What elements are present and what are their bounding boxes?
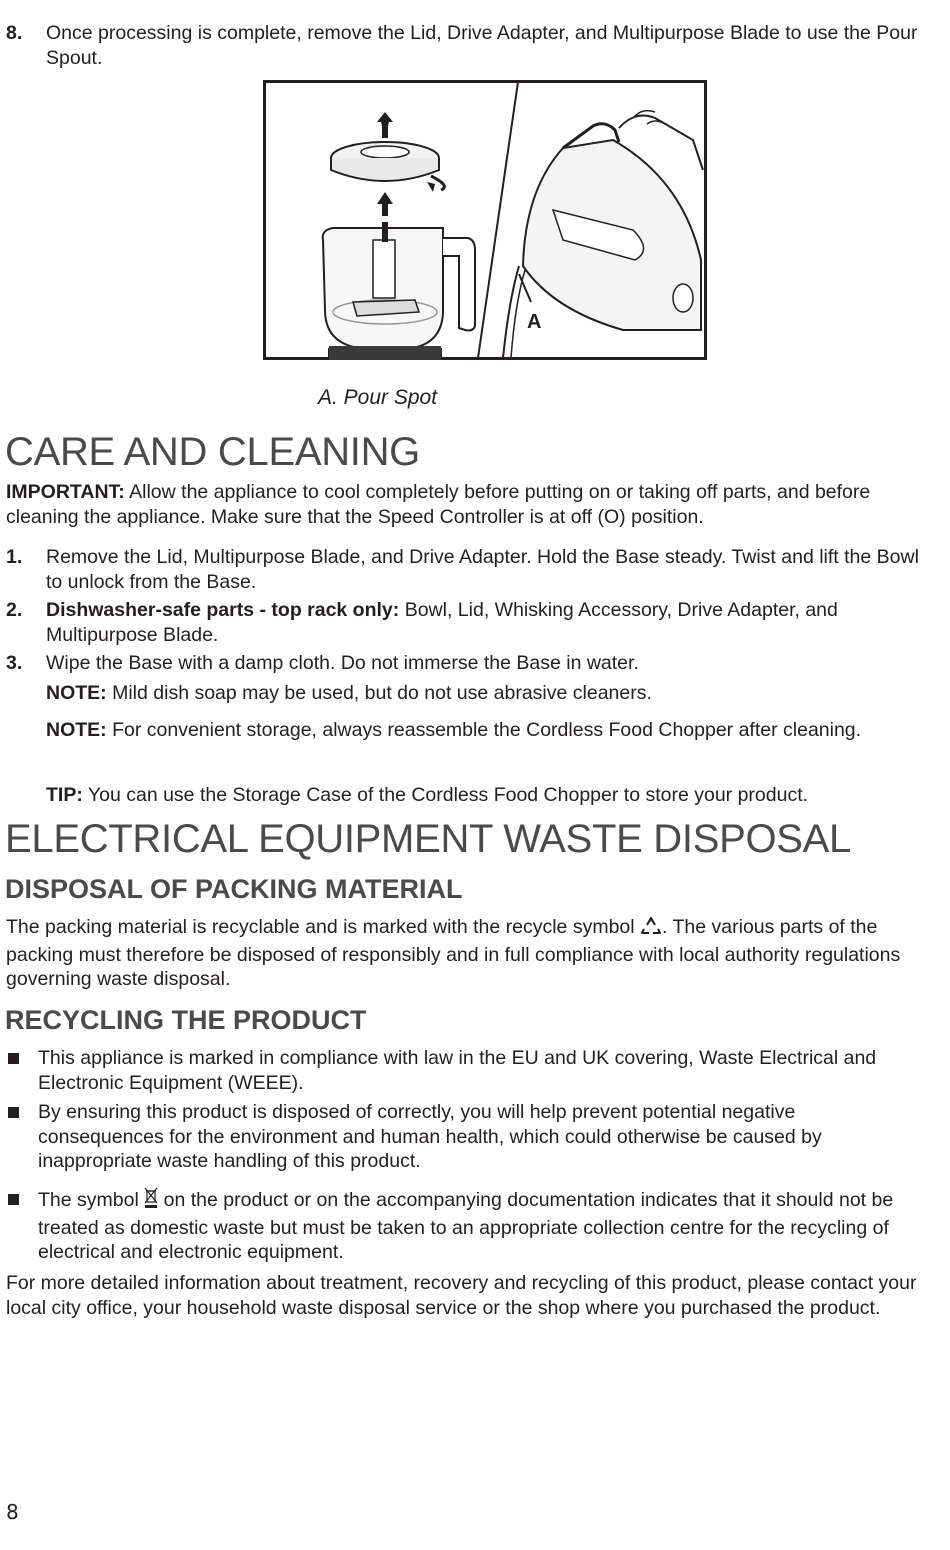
step-bold: Dishwasher-safe parts - top rack only: [46,599,400,621]
important-text: Allow the appliance to cool completely before putting on or taking off parts, and before cleaning the appliance. Make sure that the Speed Controller is at off (O) position. [6,481,871,528]
important-paragraph [6,480,926,529]
recycling-heading: RECYCLING THE PRODUCT [5,1005,367,1035]
closing-paragraph: For more detailed information about treatment, recovery and recycling of this product, please contact your local city office, your household waste disposal service or the shop where you purchased the product. [6,1272,917,1319]
recycling-bullet-3 [6,1187,926,1265]
tip-label: TIP: [46,784,83,806]
step-number: 3. [6,652,23,674]
care-step-1 [6,545,926,594]
waste-heading: ELECTRICAL EQUIPMENT WASTE DISPOSAL [5,817,851,861]
figure-caption: A. Pour Spot [318,386,438,409]
important-label: IMPORTANT: [6,481,125,503]
pour-spout-illustration [263,80,707,360]
note-text: Mild dish soap may be used, but do not use abrasive cleaners. [106,682,652,704]
care-step-2 [6,598,926,647]
illustration-svg [263,80,707,360]
care-heading: CARE AND CLEANING [5,430,420,474]
recycling-bullet-1 [6,1046,926,1095]
page-number: 8 [6,1500,19,1524]
care-step-3 [6,651,926,676]
step-text: Bowl, Lid, Whisking Accessory, Drive Adapter, and Multipurpose Blade. [46,599,838,646]
bullet-text: This appliance is marked in compliance with law in the EU and UK covering, Waste Electrical and Electronic Equipment (WEEE). [38,1047,877,1094]
tip-text: You can use the Storage Case of the Cordless Food Chopper to store your product. [82,784,809,806]
bullet-text-start: The symbol [38,1189,145,1211]
recycling-bullet-2 [6,1100,926,1174]
step-text: Remove the Lid, Multipurpose Blade, and Drive Adapter. Hold the Base steady. Twist and lift the Bowl to unlock from the Base. [46,546,919,593]
tip [46,783,936,808]
bullet-square [8,1053,19,1064]
recycle-icon [640,916,662,943]
step-8 [6,21,926,70]
note-1 [46,681,926,706]
crossed-bin-icon [144,1187,158,1216]
callout-letter: A [527,311,542,333]
bullet-square [8,1107,19,1118]
bullet-text: By ensuring this product is disposed of correctly, you will help prevent potential negative consequences for the environment and human health, which could otherwise be caused by inappropriate waste handling of this product. [38,1101,822,1172]
packing-paragraph [6,915,928,992]
packing-heading: DISPOSAL OF PACKING MATERIAL [5,874,463,904]
note-2 [46,718,926,743]
note-label: NOTE: [46,719,107,741]
step-text: Once processing is complete, remove the Lid, Drive Adapter, and Multipurpose Blade to use the Pour Spout. [46,22,918,69]
bullet-text-end: on the product or on the accompanying documentation indicates that it should not be treated as domestic waste but must be taken to an appropriate collection centre for the recycling of electrical and electronic equipment. [38,1189,894,1263]
note-text: For convenient storage, always reassemble the Cordless Food Chopper after cleaning. [106,719,862,741]
packing-text-start: The packing material is recyclable and is marked with the recycle symbol [6,916,641,938]
packing-text-end: . The various parts of the packing must therefore be disposed of responsibly and in full compliance with local authority regulations governing waste disposal. [6,916,901,990]
step-number: 1. [6,546,23,568]
step-number: 2. [6,599,23,621]
note-label: NOTE: [46,682,107,704]
bullet-square [8,1194,19,1205]
step-text: Wipe the Base with a damp cloth. Do not immerse the Base in water. [46,652,639,674]
step-number: 8. [6,22,23,44]
